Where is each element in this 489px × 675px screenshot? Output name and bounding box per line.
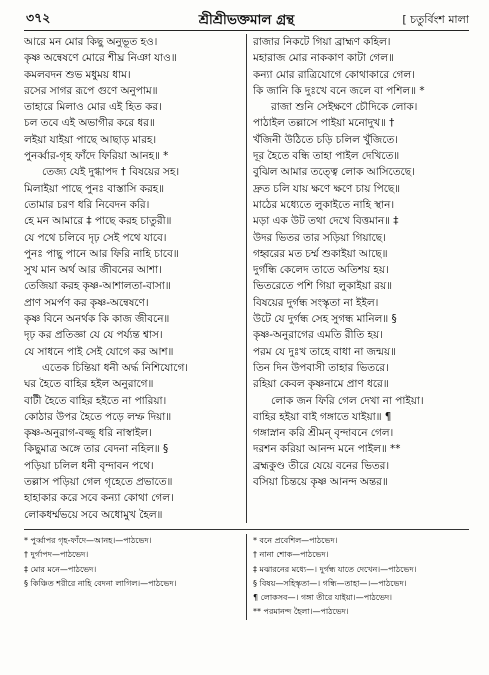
book-title: শ্রীশ্রীভক্তমাল গ্রন্থ	[198, 12, 295, 28]
verse-line: লোকধর্ম্মভয়ে সবে অধোমুখ হৈল॥	[24, 508, 163, 521]
verse-line: পরম যে দুঃখ তাহে বাধা না জন্ময়॥	[253, 345, 396, 358]
verse-line: বসিয়া চিন্তয়ে কৃষ্ণ আনন্দ অন্তর॥	[253, 476, 388, 489]
verse-line: তল্লাস পড়িয়া গেল গৃহেতে প্রভাতে॥	[24, 476, 173, 489]
chapter-label: [ চতুর্বিংশ মালা	[402, 13, 469, 26]
page-number: ৩৭২	[26, 10, 51, 25]
verse-columns	[24, 34, 469, 523]
verse-line: চল তবে এই অভাগীর করে ধর॥	[24, 117, 155, 130]
page-header	[24, 10, 469, 31]
verse-line: গঙ্গাস্নান করি শ্রীমন্ বৃন্দাবনে গেল।	[253, 427, 394, 440]
verse-line: কৃষ্ণ অন্বেষণে মোরে শীঘ্র নিঞা যাও॥	[24, 52, 177, 65]
verse-line: দ্রুত চলি যায় ক্ষণে ক্ষণে চায় পিছে॥	[253, 182, 401, 195]
left-verse-column	[24, 34, 246, 523]
verse-line: রহিয়া কেবল কৃষ্ণনামে প্রাণ ধরে॥	[253, 378, 389, 391]
left-footnotes	[24, 534, 246, 620]
verse-line: রসের সাগর রূপে গুণে অনুপাম॥	[24, 84, 158, 97]
verse-line: রাজা শুনি সেইক্ষণে চৌদিকে লোক।	[271, 101, 418, 114]
verse-line: পড়িয়া চলিল ধনী বৃন্দাবন পথে।	[24, 459, 154, 472]
footnote-line: † দুর্গাপদ—পাঠভেদ।	[24, 550, 89, 560]
verse-line: বুঝিল আমার তত্ত্বে লোক আসিতেছে।	[253, 166, 415, 179]
verse-line: তাহারে মিলাও মোর এই হিত কর।	[24, 101, 162, 114]
verse-line: ব্রহ্মকুণ্ড তীরে যেয়ে বনের ভিতর।	[253, 459, 390, 472]
verse-line: তোমার চরণ ধরি নিবেদন করি।	[24, 198, 150, 211]
verse-line: কোঠার উপর হৈতে পড়ে লম্ফ দিয়া॥	[24, 410, 172, 423]
footnotes	[24, 534, 469, 620]
verse-line: বাটী হৈতে বাহির হইতে না পারিয়া।	[24, 394, 167, 407]
verse-line: দৃঢ় কর প্রতিজ্ঞা যে যে পর্য্যন্ত শ্বাস।	[24, 329, 163, 342]
verse-line: কমলবদন শুভ মধুময় ধাম।	[24, 68, 131, 81]
verse-line: মাঠের মধ্যেতে লুকাইতে নাহি স্থান।	[253, 198, 395, 211]
verse-line: লোক জন ফিরি গেল দেখা না পাইয়া।	[271, 394, 424, 407]
verse-line: খঁজিনী উঠিতে চড়ি চলিল খুঁজিতে।	[253, 133, 398, 146]
verse-line: প্রাণ সমর্পণ কর কৃষ্ণ-অন্বেষণে।	[24, 296, 149, 309]
footnote-line: § বিষয়—সহিস্কৃতা—। গন্ধি—তাহা—।—পাঠভেদ।	[253, 578, 407, 588]
verse-line: উটে যে দুর্গন্ধ সেহ সুগন্ধ মানিল॥ §	[253, 313, 397, 326]
verse-line: লইয়া যাইয়া পাছে আছাড় মারহ।	[24, 133, 157, 146]
verse-line: মহারাজ মোর নাককাণ কাটা গেল॥	[253, 52, 394, 65]
footnote-line: * বনে প্রবেশিল—পাঠভেদ।	[253, 535, 338, 545]
verse-line: পুনর্ব্বার-গৃহ ফাঁদে ফিরিয়া আনহ॥ *	[24, 150, 169, 163]
verse-line: হাহাকার করে সবে কন্যা কোথা গেল।	[24, 492, 174, 505]
verse-line: মিলাইয়া পাছে পুনঃ বাস্তাসি করহ॥	[24, 182, 165, 195]
verse-line: কৃষ্ণ-অনুরাগের এমতি রীতি হয়।	[253, 329, 383, 342]
verse-line: যে সাধনে পাই সেই যোগে কর আশ॥	[24, 345, 174, 358]
verse-line: যে পথে চলিবে দৃঢ় সেই পথে যাবে।	[24, 231, 167, 244]
verse-line: ভিতরেতে পশি গিয়া লুকাইয়া রয়॥	[253, 280, 392, 293]
footnote-line: ** পরমানন্দ হৈলা।—পাঠভেদ।	[253, 607, 349, 617]
verse-line: সুখ মান অর্থ আর জীবনের আশা।	[24, 264, 162, 277]
verse-line: বাহির হইয়া বাই গঙ্গাতে যাইয়া॥ ¶	[253, 410, 392, 423]
verse-line: কন্যা মোর রাত্রিযোগে কোথাকারে গেল।	[253, 68, 415, 81]
right-verse-column	[247, 34, 469, 523]
verse-line: তেজিয়া করহ কৃষ্ণ-আশালতা-বাসা॥	[24, 280, 171, 293]
verse-line: কৃষ্ণ-অনুরাগ-বজ্জু ধরি নাস্বাইল।	[24, 427, 152, 440]
verse-line: দরশন করিয়া আনন্দ মনে পাইল॥ **	[253, 443, 401, 456]
footnote-line: † নানা শোক—পাঠভেদ।	[253, 550, 329, 560]
verse-line: বিষয়ের দুর্গন্ধ সংস্কৃতা না ইইল।	[253, 296, 379, 309]
verse-line: ঘর হৈতে বাহির হইল অনুরাগে॥	[24, 378, 154, 391]
verse-line: উদর ভিতর তার সড়িয়া গিয়াছে।	[253, 231, 386, 244]
footnote-rule	[24, 529, 469, 530]
verse-line: গহ্বরের মত চর্ম্ম শুকাইয়া আছে॥	[253, 247, 388, 260]
verse-line: হে মন আমারে ‡ পাছে করহ চাতুরী॥	[24, 215, 172, 228]
verse-line: পাঠাইল তল্লাসে পাইয়া মনোদুখ॥ †	[253, 117, 395, 130]
verse-line: কৃষ্ণ বিনে অনর্থক কি কাজ জীবনে॥	[24, 313, 170, 326]
verse-line: দুর্গন্ধি কেলেদ তাতে অতিশয় হয়।	[253, 264, 389, 277]
verse-line: তেজ্য যেই দুগ্ধাপদ † বিষয়ের সহ।	[42, 166, 180, 179]
verse-line: আরে মন মোর কিছু অনুভূত হও।	[24, 36, 158, 48]
footnote-line: ‡ মোর মনে—পাঠভেদ।	[24, 564, 97, 574]
footnote-line: ¶ লোকসব—। গঙ্গা তীরে যাইয়া।—পাঠভেদ।	[253, 593, 393, 603]
verse-line: মড়া এক উট তথা দেখে বিত্তমান॥ ‡	[253, 215, 399, 228]
verse-line: রাজার নিকটে গিয়া ব্রাহ্মণ কহিল।	[253, 36, 391, 48]
verse-line: দূর হৈতে বন্ধি তাহা পাইল দেখিতে॥	[253, 150, 400, 163]
footnote-line: * পুর্ব্বাপর গৃহ-ফাঁদে—আনহ।—পাঠভেদ।	[24, 535, 152, 545]
verse-line: কিছুমাত্র অঙ্গে তার বেদনা নহিল॥ §	[24, 443, 169, 456]
verse-line: কি জানি কি দুঃখে বনে জলে বা পশিল॥ *	[253, 84, 425, 97]
right-footnotes	[247, 534, 469, 620]
footnote-line: ‡ মঝারনের মধ্যে—। দুর্গন্ধ যাতে দেখেন।—পাঠভেদ।	[253, 564, 417, 574]
footnote-line: § কিঞ্চিত শরীরে নাহি বেদনা লাগিল।—পাঠভেদ।	[24, 578, 177, 588]
verse-line: তিন দিন উপবাসী তাহার ভিতরে।	[253, 361, 389, 374]
verse-line: এতেক চিন্তিয়া ধনী অর্দ্ধ নিশিযোগে।	[42, 361, 188, 374]
verse-line: পুনঃ পাছু পানে আর ফিরি নাহি চাবে॥	[24, 247, 179, 260]
